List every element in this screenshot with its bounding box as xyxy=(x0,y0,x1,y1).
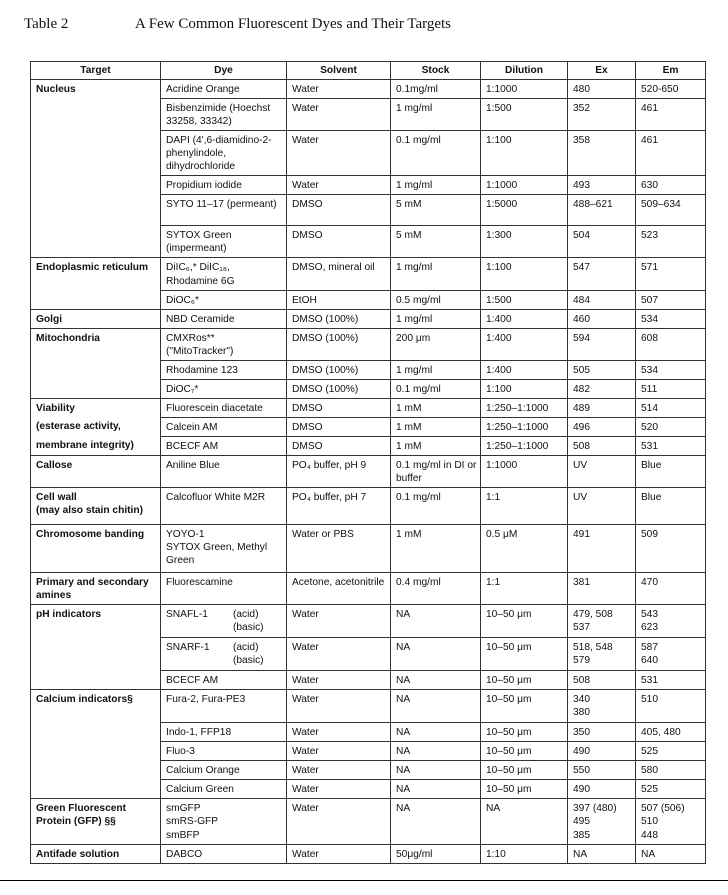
cell-ex: 491 xyxy=(568,525,636,573)
col-header-dilution: Dilution xyxy=(481,62,568,80)
cell-stock: 5 mM xyxy=(391,195,481,226)
cell-ex: 484 xyxy=(568,290,636,309)
dye-name: Propidium iodide xyxy=(166,180,242,192)
cell-em: NA xyxy=(636,845,706,864)
cell-target xyxy=(31,328,161,398)
cell-dye xyxy=(161,845,287,864)
cell-ex: 508 xyxy=(568,436,636,455)
cell-dye xyxy=(161,573,287,605)
cell-dilution: 10–50 μm xyxy=(481,690,568,723)
target-label: Callose xyxy=(36,459,73,471)
cell-dye xyxy=(161,799,287,845)
cell-stock: 1 mM xyxy=(391,525,481,573)
cell-dilution: 10–50 μm xyxy=(481,723,568,742)
cell-ex: 493 xyxy=(568,176,636,195)
cell-dye xyxy=(161,360,287,379)
cell-dye xyxy=(161,605,287,638)
cell-em: 525 xyxy=(636,742,706,761)
cell-stock: NA xyxy=(391,742,481,761)
page-bottom-rule xyxy=(0,880,728,881)
table-body xyxy=(31,80,706,864)
cell-solvent: Water xyxy=(287,605,391,638)
cell-stock: 1 mg/ml xyxy=(391,176,481,195)
cell-stock: NA xyxy=(391,799,481,845)
cell-target xyxy=(31,605,161,690)
cell-target xyxy=(31,525,161,573)
cell-dye xyxy=(161,417,287,436)
dye-name: Fura-2, Fura-PE3 xyxy=(166,694,246,706)
cell-em: 523 xyxy=(636,226,706,258)
target-label: Antifade solution xyxy=(36,849,120,861)
cell-dilution: 10–50 μm xyxy=(481,780,568,799)
cell-em: 587 640 xyxy=(636,638,706,671)
cell-stock: NA xyxy=(391,761,481,780)
dye-name: Fluorescamine xyxy=(166,577,233,589)
cell-dilution: 1:250–1:1000 xyxy=(481,436,568,455)
cell-dye xyxy=(161,80,287,99)
cell-em: 509–634 xyxy=(636,195,706,226)
cell-dye xyxy=(161,488,287,525)
cell-ex: UV xyxy=(568,455,636,487)
cell-dye xyxy=(161,398,287,417)
dye-name: Calcium Green xyxy=(166,784,234,796)
target-label: Calcium indicators§ xyxy=(36,694,133,706)
cell-em: Blue xyxy=(636,455,706,487)
cell-solvent: Water xyxy=(287,761,391,780)
fluorescent-dyes-table xyxy=(30,61,706,864)
target-label: Cell wall (may also stain chitin) xyxy=(36,492,143,517)
cell-em: 531 xyxy=(636,671,706,690)
cell-dilution: 1:250–1:1000 xyxy=(481,398,568,417)
dye-name: Bisbenzimide (Hoechst 33258, 33342) xyxy=(166,103,271,128)
cell-dilution: 10–50 μm xyxy=(481,671,568,690)
cell-stock: NA xyxy=(391,723,481,742)
dye-name: Fluo-3 xyxy=(166,746,195,758)
table-row xyxy=(31,417,706,436)
cell-target xyxy=(31,436,161,455)
dye-name: Aniline Blue xyxy=(166,459,220,471)
cell-target xyxy=(31,799,161,845)
cell-em: 571 xyxy=(636,258,706,290)
table-number: Table 2 xyxy=(24,16,69,32)
cell-solvent: DMSO xyxy=(287,226,391,258)
target-label: pH indicators xyxy=(36,609,102,621)
cell-em: 531 xyxy=(636,436,706,455)
cell-stock: 1 mg/ml xyxy=(391,360,481,379)
dye-name: BCECF AM xyxy=(166,440,219,452)
cell-dilution: 1:1 xyxy=(481,488,568,525)
target-label: Viability xyxy=(36,402,75,414)
dye-name: NBD Ceramide xyxy=(166,313,235,325)
cell-stock: 0.5 mg/ml xyxy=(391,290,481,309)
cell-solvent: DMSO (100%) xyxy=(287,360,391,379)
cell-em: 405, 480 xyxy=(636,723,706,742)
cell-dilution: 1:5000 xyxy=(481,195,568,226)
dye-name: CMXRos** ("MitoTracker") xyxy=(166,332,234,357)
col-header-ex: Ex xyxy=(568,62,636,80)
cell-stock: NA xyxy=(391,671,481,690)
cell-ex: 381 xyxy=(568,573,636,605)
cell-solvent: Acetone, acetonitrile xyxy=(287,573,391,605)
cell-dilution: 1:300 xyxy=(481,226,568,258)
cell-dilution: 1:10 xyxy=(481,845,568,864)
cell-em: 461 xyxy=(636,131,706,176)
cell-solvent: DMSO (100%) xyxy=(287,328,391,360)
col-header-dye: Dye xyxy=(161,62,287,80)
cell-dilution: 1:400 xyxy=(481,360,568,379)
cell-stock: 1 mM xyxy=(391,398,481,417)
table-row xyxy=(31,328,706,360)
cell-dye xyxy=(161,258,287,290)
dye-name: Acridine Orange xyxy=(166,84,240,96)
cell-solvent: PO₄ buffer, pH 9 xyxy=(287,455,391,487)
cell-dilution: 0.5 μM xyxy=(481,525,568,573)
cell-stock: 0.1mg/ml xyxy=(391,80,481,99)
cell-stock: 1 mg/ml xyxy=(391,258,481,290)
cell-solvent: Water xyxy=(287,799,391,845)
cell-em: 470 xyxy=(636,573,706,605)
cell-dilution: 1:100 xyxy=(481,131,568,176)
cell-dye xyxy=(161,671,287,690)
cell-solvent: Water xyxy=(287,690,391,723)
cell-stock: 1 mg/ml xyxy=(391,309,481,328)
cell-solvent: DMSO xyxy=(287,436,391,455)
table-row xyxy=(31,488,706,525)
cell-em: 507 xyxy=(636,290,706,309)
cell-ex: 479, 508 537 xyxy=(568,605,636,638)
cell-ex: 594 xyxy=(568,328,636,360)
cell-ex: 508 xyxy=(568,671,636,690)
cell-stock: NA xyxy=(391,690,481,723)
cell-dye xyxy=(161,309,287,328)
target-label: Green Fluorescent Protein (GFP) §§ xyxy=(36,803,127,828)
cell-solvent: DMSO, mineral oil xyxy=(287,258,391,290)
cell-stock: NA xyxy=(391,638,481,671)
target-label: Nucleus xyxy=(36,84,76,96)
cell-em: 507 (506) 510 448 xyxy=(636,799,706,845)
cell-dilution: 1:400 xyxy=(481,328,568,360)
cell-ex: 489 xyxy=(568,398,636,417)
cell-dye xyxy=(161,690,287,723)
cell-dye xyxy=(161,723,287,742)
cell-solvent: Water xyxy=(287,780,391,799)
cell-solvent: DMSO (100%) xyxy=(287,309,391,328)
table-row xyxy=(31,258,706,290)
table-row xyxy=(31,605,706,638)
cell-em: 630 xyxy=(636,176,706,195)
cell-ex: 518, 548 579 xyxy=(568,638,636,671)
cell-stock: 0.1 mg/ml xyxy=(391,379,481,398)
cell-ex: UV xyxy=(568,488,636,525)
cell-solvent: Water xyxy=(287,742,391,761)
table-row xyxy=(31,398,706,417)
cell-ex: 547 xyxy=(568,258,636,290)
cell-dye xyxy=(161,379,287,398)
cell-dye xyxy=(161,638,287,671)
cell-ex: 550 xyxy=(568,761,636,780)
cell-dilution: 1:1 xyxy=(481,573,568,605)
cell-ex: 490 xyxy=(568,742,636,761)
dye-name: Rhodamine 123 xyxy=(166,364,238,376)
cell-dilution: 10–50 μm xyxy=(481,761,568,780)
cell-stock: 0.1 mg/ml xyxy=(391,131,481,176)
cell-target xyxy=(31,417,161,436)
cell-em: 525 xyxy=(636,780,706,799)
cell-ex: 480 xyxy=(568,80,636,99)
cell-dilution: 1:100 xyxy=(481,258,568,290)
cell-solvent: Water xyxy=(287,845,391,864)
target-label: Chromosome banding xyxy=(36,529,145,541)
table-row xyxy=(31,845,706,864)
cell-em: 580 xyxy=(636,761,706,780)
cell-em: 461 xyxy=(636,99,706,131)
cell-ex: 488–621 xyxy=(568,195,636,226)
cell-solvent: Water xyxy=(287,131,391,176)
cell-ex: 504 xyxy=(568,226,636,258)
cell-solvent: Water xyxy=(287,99,391,131)
cell-dye xyxy=(161,176,287,195)
cell-em: 608 xyxy=(636,328,706,360)
cell-solvent: Water xyxy=(287,671,391,690)
dye-name: smGFP smRS-GFP smBFP xyxy=(166,803,219,841)
cell-dye xyxy=(161,328,287,360)
col-header-target: Target xyxy=(31,62,161,80)
table-caption xyxy=(24,14,714,38)
target-label: (esterase activity, xyxy=(36,421,121,433)
table-row xyxy=(31,799,706,845)
cell-solvent: Water or PBS xyxy=(287,525,391,573)
cell-dilution: 1:1000 xyxy=(481,455,568,487)
cell-solvent: DMSO (100%) xyxy=(287,379,391,398)
cell-ex: 496 xyxy=(568,417,636,436)
cell-em: 543 623 xyxy=(636,605,706,638)
cell-stock: 200 μm xyxy=(391,328,481,360)
cell-ex: 397 (480) 495 385 xyxy=(568,799,636,845)
cell-em: 514 xyxy=(636,398,706,417)
target-label: Golgi xyxy=(36,313,63,325)
dye-name: BCECF AM xyxy=(166,675,219,687)
cell-dilution: NA xyxy=(481,799,568,845)
dye-name: Indo-1, FFP18 xyxy=(166,727,232,739)
cell-dilution: 10–50 μm xyxy=(481,605,568,638)
cell-target xyxy=(31,845,161,864)
col-header-solvent: Solvent xyxy=(287,62,391,80)
cell-dilution: 1:100 xyxy=(481,379,568,398)
cell-target xyxy=(31,573,161,605)
cell-ex: 482 xyxy=(568,379,636,398)
dye-name: SNARF-1 xyxy=(166,642,210,654)
dye-name: SYTO 11–17 (permeant) xyxy=(166,199,277,211)
cell-em: 534 xyxy=(636,309,706,328)
target-label: Endoplasmic reticulum xyxy=(36,262,149,274)
cell-dye xyxy=(161,742,287,761)
table-row xyxy=(31,690,706,723)
cell-solvent: DMSO xyxy=(287,398,391,417)
table-row xyxy=(31,573,706,605)
col-header-stock: Stock xyxy=(391,62,481,80)
cell-target xyxy=(31,80,161,258)
table-row xyxy=(31,436,706,455)
cell-dilution: 1:1000 xyxy=(481,80,568,99)
header-row xyxy=(31,62,706,80)
col-header-em: Em xyxy=(636,62,706,80)
cell-dye xyxy=(161,226,287,258)
dye-name: Fluorescein diacetate xyxy=(166,402,263,414)
table-row xyxy=(31,525,706,573)
cell-dye xyxy=(161,761,287,780)
cell-target xyxy=(31,309,161,328)
cell-ex: 358 xyxy=(568,131,636,176)
cell-solvent: Water xyxy=(287,638,391,671)
cell-ex: 350 xyxy=(568,723,636,742)
cell-em: 509 xyxy=(636,525,706,573)
cell-dilution: 1:500 xyxy=(481,99,568,131)
cell-dilution: 1:400 xyxy=(481,309,568,328)
cell-stock: 1 mM xyxy=(391,436,481,455)
dye-name: DABCO xyxy=(166,849,203,861)
cell-stock: NA xyxy=(391,780,481,799)
cell-dye xyxy=(161,290,287,309)
cell-target xyxy=(31,398,161,417)
cell-em: 511 xyxy=(636,379,706,398)
cell-dye xyxy=(161,780,287,799)
cell-target xyxy=(31,488,161,525)
cell-ex: NA xyxy=(568,845,636,864)
cell-ex: 505 xyxy=(568,360,636,379)
cell-dye xyxy=(161,525,287,573)
table-row xyxy=(31,309,706,328)
cell-target xyxy=(31,455,161,487)
dye-name: SYTOX Green (impermeant) xyxy=(166,230,232,255)
cell-stock: 1 mM xyxy=(391,417,481,436)
dye-name: DiIC₆,* DiIC₁₈, Rhodamine 6G xyxy=(166,262,235,287)
cell-target xyxy=(31,690,161,799)
cell-em: 520-650 xyxy=(636,80,706,99)
cell-stock: 1 mg/ml xyxy=(391,99,481,131)
cell-ex: 352 xyxy=(568,99,636,131)
cell-stock: 50μg/ml xyxy=(391,845,481,864)
cell-solvent: EtOH xyxy=(287,290,391,309)
cell-dye xyxy=(161,455,287,487)
dye-name: Calcein AM xyxy=(166,421,218,433)
cell-stock: 0.1 mg/ml in DI or buffer xyxy=(391,455,481,487)
cell-em: 520 xyxy=(636,417,706,436)
cell-dilution: 1:250–1:1000 xyxy=(481,417,568,436)
cell-dye xyxy=(161,131,287,176)
cell-target xyxy=(31,258,161,309)
dye-name: Calcium Orange xyxy=(166,765,240,777)
dye-name: DiOC₆* xyxy=(166,294,199,306)
cell-solvent: Water xyxy=(287,723,391,742)
cell-ex: 460 xyxy=(568,309,636,328)
cell-solvent: Water xyxy=(287,80,391,99)
cell-dye xyxy=(161,436,287,455)
cell-solvent: DMSO xyxy=(287,195,391,226)
cell-dilution: 1:500 xyxy=(481,290,568,309)
cell-stock: 0.1 mg/ml xyxy=(391,488,481,525)
cell-solvent: Water xyxy=(287,176,391,195)
cell-stock: 0.4 mg/ml xyxy=(391,573,481,605)
cell-solvent: DMSO xyxy=(287,417,391,436)
target-label: Mitochondria xyxy=(36,332,100,344)
cell-dye xyxy=(161,99,287,131)
table-title: A Few Common Fluorescent Dyes and Their Targets xyxy=(135,16,451,32)
cell-ex: 490 xyxy=(568,780,636,799)
target-label: Primary and secondary amines xyxy=(36,577,149,602)
dye-note: (acid) (basic) xyxy=(233,642,264,667)
dye-name: SNAFL-1 xyxy=(166,609,208,621)
dye-name: DiOC₇* xyxy=(166,383,199,395)
cell-em: 534 xyxy=(636,360,706,379)
cell-em: 510 xyxy=(636,690,706,723)
dye-name: YOYO-1 SYTOX Green, Methyl Green xyxy=(166,529,268,567)
cell-dilution: 10–50 μm xyxy=(481,638,568,671)
target-label: membrane integrity) xyxy=(36,440,134,452)
table-row xyxy=(31,80,706,99)
dye-name: DAPI (4',6-diamidino-2-phenylindole, dihydrochloride xyxy=(166,135,272,173)
cell-ex: 340 380 xyxy=(568,690,636,723)
cell-stock: NA xyxy=(391,605,481,638)
cell-dilution: 1:1000 xyxy=(481,176,568,195)
cell-em: Blue xyxy=(636,488,706,525)
cell-stock: 5 mM xyxy=(391,226,481,258)
cell-dilution: 10–50 μm xyxy=(481,742,568,761)
table-row xyxy=(31,455,706,487)
dye-name: Calcofluor White M2R xyxy=(166,492,266,504)
cell-solvent: PO₄ buffer, pH 7 xyxy=(287,488,391,525)
cell-dye xyxy=(161,195,287,226)
dye-note: (acid) (basic) xyxy=(233,609,264,634)
